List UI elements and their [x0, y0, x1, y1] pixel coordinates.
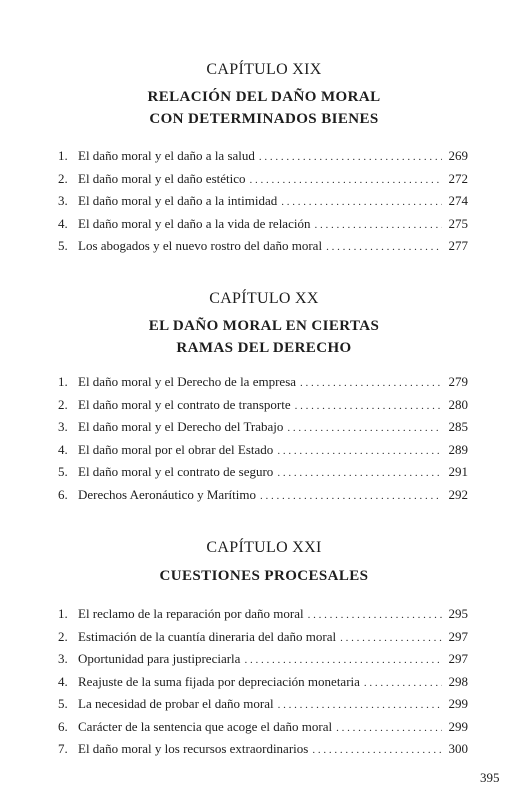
entry-title: La necesidad de probar el daño moral — [78, 696, 274, 711]
entry-number: 1. — [58, 374, 68, 389]
entry-page: 295 — [448, 606, 468, 621]
chapter-subtitle-line: CUESTIONES PROCESALES — [159, 568, 369, 584]
chapter-title: CAPÍTULO XIX — [206, 61, 322, 78]
dot-leader — [278, 694, 442, 717]
entry-page: 300 — [448, 741, 468, 756]
entry-number: 5. — [58, 696, 68, 711]
chapter-xix-subtitle — [0, 86, 528, 130]
toc-entry[interactable] — [58, 394, 468, 417]
toc-entry[interactable] — [58, 213, 468, 236]
page-number: 395 — [480, 770, 500, 785]
entry-page: 285 — [448, 419, 468, 434]
chapter-xxi-entries — [58, 603, 468, 761]
dot-leader — [244, 649, 442, 672]
entry-title: El daño moral y el contrato de transporte — [78, 396, 291, 412]
entry-title: El daño moral y el daño a la salud — [78, 148, 255, 163]
chapter-xix-heading — [0, 60, 528, 80]
dot-leader — [295, 395, 442, 418]
entry-title: El reclamo de la reparación por daño moral — [78, 606, 304, 621]
toc-entry[interactable] — [58, 648, 468, 671]
toc-entry[interactable] — [58, 603, 468, 626]
entry-title: Estimación de la cuantía dineraria del daño moral — [78, 628, 337, 644]
entry-number: 2. — [58, 170, 68, 186]
entry-number: 6. — [58, 486, 68, 502]
chapter-subtitle-line: RELACIÓN DEL DAÑO MORAL — [147, 89, 381, 105]
entry-page: 299 — [448, 718, 468, 734]
dot-leader — [312, 739, 442, 762]
entry-title: Carácter de la sentencia que acoge el daño moral — [78, 718, 333, 734]
entry-number: 7. — [58, 741, 68, 756]
entry-page: 297 — [448, 651, 468, 666]
dot-leader — [277, 440, 442, 463]
toc-entry[interactable] — [58, 371, 468, 394]
toc-entry[interactable] — [58, 484, 468, 507]
dot-leader — [308, 604, 442, 627]
toc-entry[interactable] — [58, 190, 468, 213]
dot-leader — [260, 485, 442, 508]
chapter-xx-subtitle — [0, 315, 528, 359]
dot-leader — [326, 236, 442, 259]
dot-leader — [287, 417, 442, 440]
dot-leader — [277, 462, 442, 485]
dot-leader — [336, 717, 442, 740]
entry-page: 291 — [448, 464, 468, 479]
chapter-subtitle-line: RAMAS DEL DERECHO — [176, 340, 352, 356]
entry-number: 2. — [58, 396, 68, 412]
entry-title: El daño moral y el daño a la intimidad — [78, 193, 278, 208]
entry-number: 5. — [58, 464, 68, 479]
toc-entry[interactable] — [58, 626, 468, 649]
entry-title: El daño moral y el daño estético — [78, 170, 246, 186]
chapter-xx-entries — [58, 371, 468, 506]
entry-page: 289 — [448, 441, 468, 457]
entry-title: Oportunidad para justipreciarla — [78, 651, 241, 666]
chapter-subtitle-line: EL DAÑO MORAL EN CIERTAS — [148, 318, 380, 334]
entry-title: El daño moral y el daño a la vida de relación — [78, 215, 311, 231]
entry-number: 5. — [58, 238, 68, 253]
chapter-title: CAPÍTULO XX — [209, 290, 319, 307]
toc-entry[interactable] — [58, 235, 468, 258]
dot-leader — [340, 627, 442, 650]
entry-page: 274 — [448, 193, 468, 208]
toc-entry[interactable] — [58, 168, 468, 191]
entry-page: 277 — [448, 238, 468, 253]
entry-page: 279 — [448, 374, 468, 389]
dot-leader — [364, 672, 442, 695]
entry-title: El daño moral y el Derecho del Trabajo — [78, 419, 284, 434]
dot-leader — [300, 372, 442, 395]
toc-entry[interactable] — [58, 716, 468, 739]
chapter-xix-entries — [58, 145, 468, 258]
dot-leader — [314, 214, 442, 237]
chapter-xxi-subtitle — [0, 565, 528, 587]
toc-entry[interactable] — [58, 461, 468, 484]
entry-number: 4. — [58, 673, 68, 689]
entry-page: 272 — [448, 170, 468, 186]
entry-page: 275 — [448, 215, 468, 231]
entry-number: 6. — [58, 718, 68, 734]
chapter-xxi-heading — [0, 538, 528, 558]
entry-number: 4. — [58, 215, 68, 231]
toc-entry[interactable] — [58, 693, 468, 716]
entry-page: 297 — [448, 628, 468, 644]
entry-page: 292 — [448, 486, 468, 502]
dot-leader — [250, 169, 442, 192]
entry-title: El daño moral y el contrato de seguro — [78, 464, 274, 479]
entry-number: 3. — [58, 651, 68, 666]
entry-title: Reajuste de la suma fijada por depreciación monetaria — [78, 673, 360, 689]
toc-entry[interactable] — [58, 416, 468, 439]
entry-title: El daño moral por el obrar del Estado — [78, 441, 274, 457]
entry-number: 3. — [58, 419, 68, 434]
toc-entry[interactable] — [58, 671, 468, 694]
dot-leader — [259, 146, 442, 169]
entry-number: 1. — [58, 148, 68, 163]
entry-number: 2. — [58, 628, 68, 644]
entry-page: 280 — [448, 396, 468, 412]
entry-number: 4. — [58, 441, 68, 457]
entry-title: Derechos Aeronáutico y Marítimo — [78, 486, 256, 502]
entry-number: 3. — [58, 193, 68, 208]
entry-page: 269 — [448, 148, 468, 163]
entry-title: Los abogados y el nuevo rostro del daño moral — [78, 238, 323, 253]
toc-entry[interactable] — [58, 145, 468, 168]
dot-leader — [281, 191, 442, 214]
entry-title: El daño moral y los recursos extraordinarios — [78, 741, 309, 756]
toc-entry[interactable] — [58, 738, 468, 761]
entry-page: 299 — [448, 696, 468, 711]
chapter-subtitle-line: CON DETERMINADOS BIENES — [149, 111, 379, 127]
toc-entry[interactable] — [58, 439, 468, 462]
chapter-xx-heading — [0, 289, 528, 309]
chapter-title: CAPÍTULO XXI — [206, 539, 322, 556]
entry-title: El daño moral y el Derecho de la empresa — [78, 374, 297, 389]
entry-page: 298 — [448, 673, 468, 689]
entry-number: 1. — [58, 606, 68, 621]
